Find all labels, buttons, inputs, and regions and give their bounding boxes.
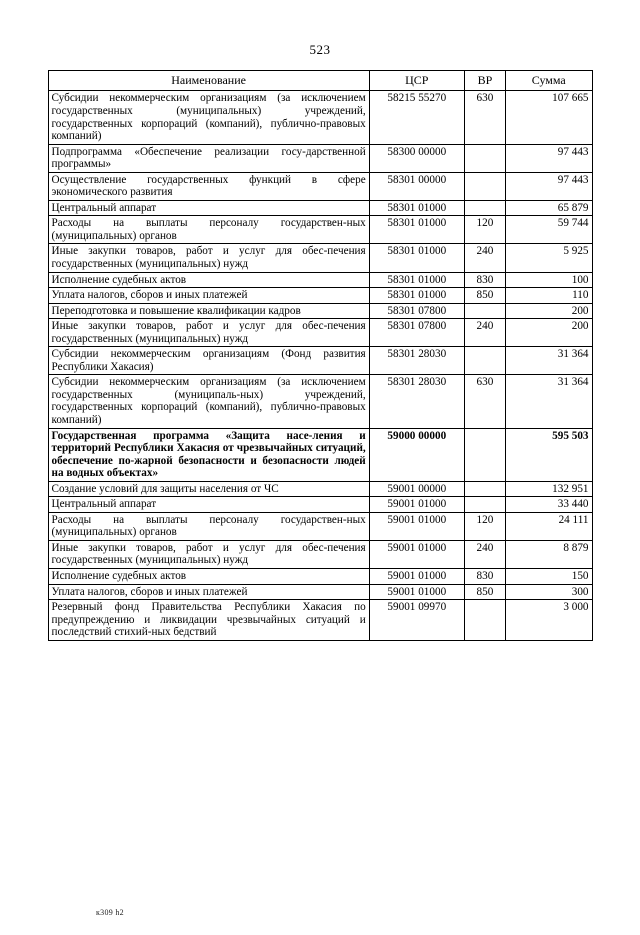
cell-csr: 59001 01000 xyxy=(369,512,464,540)
cell-name: Центральный аппарат xyxy=(48,497,369,513)
cell-name: Уплата налогов, сборов и иных платежей xyxy=(48,584,369,600)
cell-name: Уплата налогов, сборов и иных платежей xyxy=(48,288,369,304)
table-row xyxy=(48,512,592,540)
budget-table-body xyxy=(48,91,592,640)
cell-name: Резервный фонд Правительства Республики Хакасия по предупреждению и ликвидации чрезвычайных ситуаций и последствий стихий-ных бедствий xyxy=(48,600,369,641)
cell-name: Иные закупки товаров, работ и услуг для обес-печения государственных (муниципальных) нужд xyxy=(48,540,369,568)
cell-csr: 58301 01000 xyxy=(369,200,464,216)
cell-csr: 58301 28030 xyxy=(369,375,464,428)
table-row xyxy=(48,584,592,600)
cell-vr: 240 xyxy=(464,244,505,272)
table-row xyxy=(48,303,592,319)
document-page xyxy=(0,42,640,935)
table-row xyxy=(48,144,592,172)
cell-sum: 107 665 xyxy=(505,91,592,144)
cell-sum: 59 744 xyxy=(505,216,592,244)
table-row xyxy=(48,288,592,304)
cell-csr: 58301 00000 xyxy=(369,172,464,200)
cell-sum: 24 111 xyxy=(505,512,592,540)
column-header-csr: ЦСР xyxy=(369,71,464,91)
cell-csr: 59001 00000 xyxy=(369,481,464,497)
cell-vr: 830 xyxy=(464,272,505,288)
column-header-sum: Сумма xyxy=(505,71,592,91)
cell-name: Подпрограмма «Обеспечение реализации госу-дарственной программы» xyxy=(48,144,369,172)
cell-sum: 110 xyxy=(505,288,592,304)
cell-name: Иные закупки товаров, работ и услуг для обес-печения государственных (муниципальных) нужд xyxy=(48,244,369,272)
cell-vr xyxy=(464,172,505,200)
cell-sum: 595 503 xyxy=(505,428,592,481)
cell-vr xyxy=(464,600,505,641)
cell-vr: 630 xyxy=(464,91,505,144)
cell-vr xyxy=(464,144,505,172)
cell-csr: 59000 00000 xyxy=(369,428,464,481)
cell-csr: 58301 01000 xyxy=(369,288,464,304)
cell-sum: 150 xyxy=(505,569,592,585)
cell-vr: 240 xyxy=(464,319,505,347)
cell-vr: 830 xyxy=(464,569,505,585)
page-number: 523 xyxy=(309,42,331,57)
cell-name: Субсидии некоммерческим организациям (за исключением государственных (муниципальных) учреждений, государственных корпораций (компаний), публично-правовых компаний) xyxy=(48,91,369,144)
cell-vr xyxy=(464,200,505,216)
cell-csr: 58301 01000 xyxy=(369,244,464,272)
cell-csr: 59001 09970 xyxy=(369,600,464,641)
cell-csr: 58300 00000 xyxy=(369,144,464,172)
cell-csr: 58215 55270 xyxy=(369,91,464,144)
column-header-vr: ВР xyxy=(464,71,505,91)
cell-sum: 65 879 xyxy=(505,200,592,216)
budget-table xyxy=(48,70,593,641)
cell-sum: 300 xyxy=(505,584,592,600)
cell-sum: 200 xyxy=(505,303,592,319)
table-row xyxy=(48,91,592,144)
cell-name: Расходы на выплаты персоналу государствен-ных (муниципальных) органов xyxy=(48,512,369,540)
cell-sum: 31 364 xyxy=(505,347,592,375)
cell-vr xyxy=(464,497,505,513)
cell-vr xyxy=(464,481,505,497)
cell-vr: 850 xyxy=(464,288,505,304)
cell-name: Иные закупки товаров, работ и услуг для обес-печения государственных (муниципальных) нужд xyxy=(48,319,369,347)
cell-sum: 200 xyxy=(505,319,592,347)
table-row xyxy=(48,244,592,272)
footer-mark: к309 h2 xyxy=(96,908,124,917)
cell-sum: 132 951 xyxy=(505,481,592,497)
cell-sum: 5 925 xyxy=(505,244,592,272)
table-row xyxy=(48,319,592,347)
table-row xyxy=(48,216,592,244)
table-row xyxy=(48,200,592,216)
cell-name: Субсидии некоммерческим организациям (Фонд развития Республики Хакасия) xyxy=(48,347,369,375)
cell-csr: 58301 01000 xyxy=(369,216,464,244)
table-row xyxy=(48,347,592,375)
cell-sum: 8 879 xyxy=(505,540,592,568)
table-row xyxy=(48,497,592,513)
cell-vr: 850 xyxy=(464,584,505,600)
cell-name: Государственная программа «Защита насе-ления и территорий Республики Хакасия от чрезвычайных ситуаций, обеспечение по-жарной безопасности и безопасности людей на водных объектах» xyxy=(48,428,369,481)
table-row xyxy=(48,375,592,428)
budget-table-container xyxy=(48,70,593,641)
cell-vr: 120 xyxy=(464,512,505,540)
table-row xyxy=(48,172,592,200)
cell-vr: 240 xyxy=(464,540,505,568)
table-row xyxy=(48,272,592,288)
cell-csr: 59001 01000 xyxy=(369,584,464,600)
cell-csr: 58301 28030 xyxy=(369,347,464,375)
table-row xyxy=(48,600,592,641)
cell-sum: 33 440 xyxy=(505,497,592,513)
cell-vr xyxy=(464,347,505,375)
cell-csr: 58301 01000 xyxy=(369,272,464,288)
cell-sum: 100 xyxy=(505,272,592,288)
table-row xyxy=(48,540,592,568)
table-row xyxy=(48,569,592,585)
cell-sum: 97 443 xyxy=(505,144,592,172)
cell-name: Центральный аппарат xyxy=(48,200,369,216)
column-header-name: Наименование xyxy=(48,71,369,91)
cell-name: Субсидии некоммерческим организациям (за исключением государственных (муниципаль-ных) учреждений, государственных корпораций (компаний), публично-правовых компаний) xyxy=(48,375,369,428)
cell-sum: 31 364 xyxy=(505,375,592,428)
table-row xyxy=(48,481,592,497)
cell-name: Исполнение судебных актов xyxy=(48,272,369,288)
cell-name: Расходы на выплаты персоналу государствен-ных (муниципальных) органов xyxy=(48,216,369,244)
cell-sum: 3 000 xyxy=(505,600,592,641)
cell-csr: 59001 01000 xyxy=(369,569,464,585)
table-row xyxy=(48,428,592,481)
cell-sum: 97 443 xyxy=(505,172,592,200)
cell-csr: 58301 07800 xyxy=(369,303,464,319)
cell-vr xyxy=(464,303,505,319)
cell-name: Осуществление государственных функций в сфере экономического развития xyxy=(48,172,369,200)
cell-csr: 58301 07800 xyxy=(369,319,464,347)
cell-vr: 120 xyxy=(464,216,505,244)
cell-name: Исполнение судебных актов xyxy=(48,569,369,585)
cell-name: Создание условий для защиты населения от ЧС xyxy=(48,481,369,497)
cell-csr: 59001 01000 xyxy=(369,540,464,568)
cell-vr: 630 xyxy=(464,375,505,428)
cell-vr xyxy=(464,428,505,481)
cell-name: Переподготовка и повышение квалификации кадров xyxy=(48,303,369,319)
table-header-row xyxy=(48,71,592,91)
cell-csr: 59001 01000 xyxy=(369,497,464,513)
